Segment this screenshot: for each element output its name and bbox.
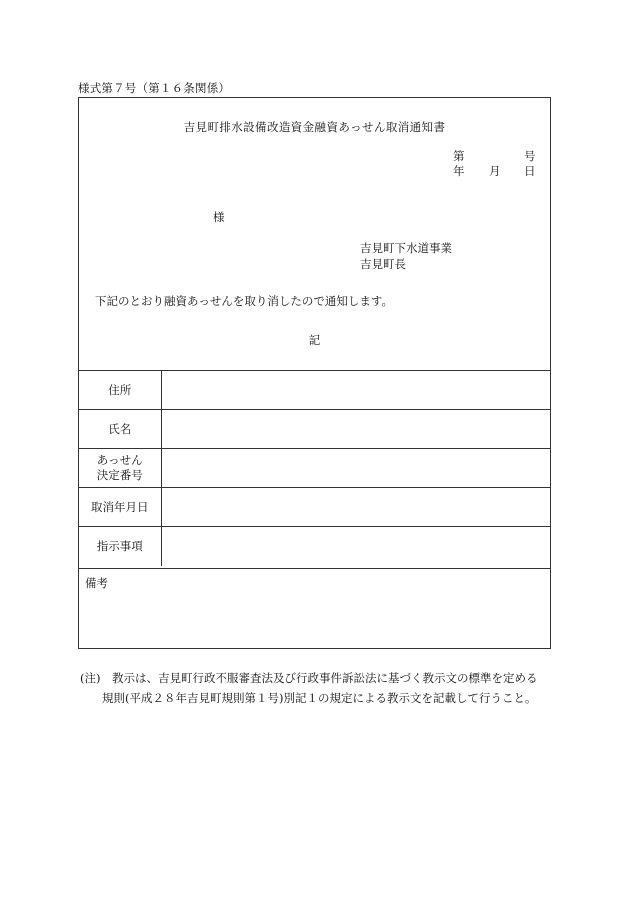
decision-number-label-line1: あっせん: [96, 453, 143, 467]
row-label-instructions: 指示事項: [79, 527, 161, 566]
instructions-value-cell: [161, 527, 550, 566]
address-value-cell: [161, 371, 550, 410]
row-label-name: 氏名: [79, 410, 161, 449]
table-row: [79, 410, 550, 449]
note-line-2: 規則(平成２８年吉見町規則第１号)別記１の規定による教示文を記載して行うこと。: [102, 691, 537, 705]
table-row: [79, 527, 550, 566]
notice-body-text: 下記のとおり融資あっせんを取り消したので通知します。: [95, 294, 393, 308]
sender-title: 吉見町長: [360, 257, 406, 271]
table-row: [79, 449, 550, 488]
decision-number-label-line2: 決定番号: [96, 468, 143, 482]
row-label-decision-number: [79, 449, 161, 488]
remarks-label: 備考: [85, 576, 108, 590]
form-number-label: 様式第７号（第１６条関係）: [78, 81, 231, 95]
addressee-suffix: 様: [213, 210, 225, 224]
document-title: 吉見町排水設備改造資金融資あっせん取消通知書: [183, 120, 446, 134]
number-go: 号: [524, 149, 536, 163]
row-label-cancel-date: 取消年月日: [79, 488, 161, 527]
note-line-1: (注) 教示は、吉見町行政不服審査法及び行政事件訴訟法に基づく教示文の標準を定める: [80, 671, 538, 685]
details-table: [79, 370, 550, 566]
table-row: [79, 371, 550, 410]
date-year: 年: [453, 164, 465, 178]
date-day: 日: [524, 164, 536, 178]
notice-form-frame: [78, 97, 551, 649]
name-value-cell: [161, 410, 550, 449]
row-label-address: 住所: [79, 371, 161, 410]
table-row: [79, 488, 550, 527]
number-dai: 第: [453, 149, 465, 163]
cancel-date-value-cell: [161, 488, 550, 527]
sender-organization: 吉見町下水道事業: [360, 241, 452, 255]
date-month: 月: [489, 164, 501, 178]
decision-number-value-cell: [161, 449, 550, 488]
remarks-section: [79, 568, 550, 649]
ki-heading: 記: [308, 333, 321, 347]
